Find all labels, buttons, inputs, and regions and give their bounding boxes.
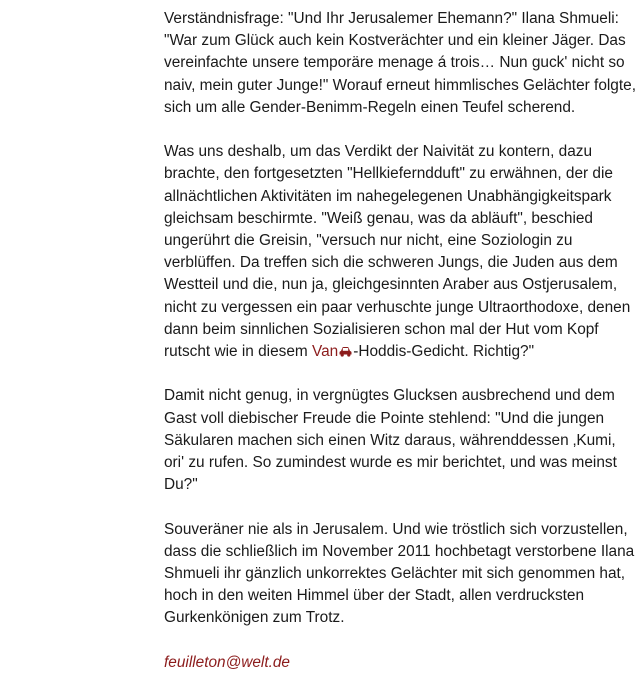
paragraph-1: Verständnisfrage: "Und Ihr Jerusalemer Ehemann?" Ilana Shmueli: "War zum Glück auch kein Kostverächter und ein kleiner Jäger. Das vereinfachte unsere temporäre menage á trois… Nun guck' nicht so naiv, mein guter Junge!" Worauf erneut himmlisches Gelächter folgte, sich um alle Gender-Benimm-Regeln einen Teufel scherend. xyxy=(164,10,636,116)
paragraph-3: Damit nicht genug, in vergnügtes Glucksen ausbrechend und dem Gast voll diebischer Freude die Pointe stehlend: "Und die jungen Säkularen machen sich einen Witz daraus, währenddessen ‚Kumi, ori' zu rufen. So zumindest wurde es mir berichtet, und was meinst Du?" xyxy=(164,387,617,494)
paragraph-2 xyxy=(164,141,636,363)
car-icon[interactable] xyxy=(339,346,352,357)
email-paragraph xyxy=(164,652,636,674)
paragraph-2-text-before-link: Was uns deshalb, um das Verdikt der Naivität zu kontern, dazu brachte, den fortgesetzten "Hellkieferndduft" zu erwähnen, der die allnächtlichen Aktivitäten im nahegelegenen Unabhängigkeitspark gleichsam beschirmte. "Weiß genau, was da abläuft", beschied ungerührt die Greisin, "versuch nur nicht, eine Soziologin zu verblüffen. Da treffen sich die schweren Jungs, die Juden aus dem Westteil und die, nun ja, gleichgesinnten Araber aus Ostjerusalem, nicht zu vergessen ein paar verhuschte junge Ultraorthodoxe, denen dann beim sinnlichen Sozialisieren schon mal der Hut vom Kopf rutscht wie in diesem xyxy=(164,143,631,361)
van-hoddis-link-label[interactable]: Van xyxy=(311,343,339,361)
paragraph-4: Souveräner nie als in Jerusalem. Und wie tröstlich sich vorzustellen, dass die schließlich im November 2011 hochbetagt verstorbene Ilana Shmueli ihr gänzlich unkorrektes Gelächter mit sich genommen hat, hoch in den weiten Himmel über der Stadt, allen verdrucksten Gurkenkönigen zum Trotz. xyxy=(164,520,635,627)
van-hoddis-link[interactable] xyxy=(312,343,353,360)
email-link[interactable]: feuilleton@welt.de xyxy=(164,653,290,671)
paragraph-2-text-after-link: -Hoddis-Gedicht. Richtig?" xyxy=(353,343,535,361)
article-body xyxy=(164,8,636,696)
